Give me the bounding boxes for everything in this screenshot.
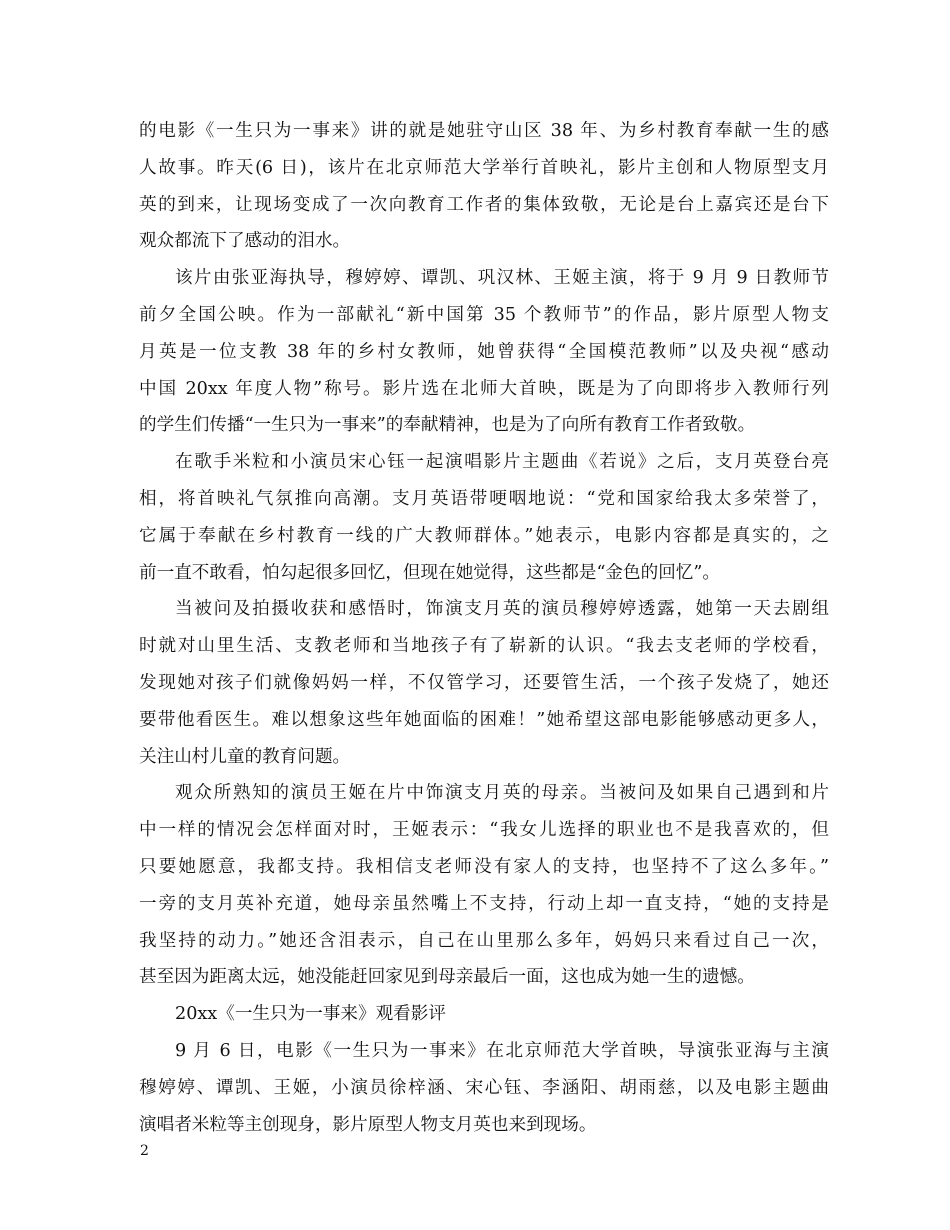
text-line: 甚至因为距离太远，她没能赶回家见到母亲最后一面，这也成为她一生的遗憾。 — [139, 967, 755, 988]
text-line: 该片由张亚海执导，穆婷婷、谭凯、巩汉林、王姬主演，将于 9 月 9 日教师节 — [175, 268, 829, 289]
text-line: 人故事。昨天(6 日)，该片在北京师范大学举行首映礼，影片主创和人物原型支月 — [139, 157, 829, 178]
text-line: 当被问及拍摄收获和感悟时，饰演支月英的演员穆婷婷透露，她第一天去剧组 — [175, 599, 829, 620]
text-line: 在歌手米粒和小演员宋心钰一起演唱影片主题曲《若说》之后，支月英登台亮 — [175, 452, 829, 473]
text-line: 演唱者米粒等主创现身，影片原型人物支月英也来到现场。 — [139, 1114, 597, 1135]
text-line: 一旁的支月英补充道，她母亲虽然嘴上不支持，行动上却一直支持，“她的支持是 — [139, 893, 829, 914]
text-line: 前夕全国公映。作为一部献礼“新中国第 35 个教师节”的作品，影片原型人物支 — [139, 304, 829, 325]
text-line: 我坚持的动力。”她还含泪表示，自己在山里那么多年，妈妈只来看过自己一次， — [139, 930, 829, 951]
text-line: 穆婷婷、谭凯、王姬，小演员徐梓涵、宋心钰、李涵阳、胡雨慈，以及电影主题曲 — [139, 1077, 829, 1098]
text-line: 英的到来，让现场变成了一次向教育工作者的集体致敬，无论是台上嘉宾还是台下 — [139, 194, 829, 215]
text-line: 的学生们传播“一生只为一事来”的奉献精神，也是为了向所有教育工作者致敬。 — [139, 415, 756, 436]
text-line: 20xx《一生只为一事来》观看影评 — [175, 1004, 446, 1025]
text-line: 观众都流下了感动的泪水。 — [139, 231, 351, 252]
text-line: 观众所熟知的演员王姬在片中饰演支月英的母亲。当被问及如果自己遇到和片 — [175, 783, 829, 804]
text-line: 中一样的情况会怎样面对时，王姬表示：“我女儿选择的职业也不是我喜欢的，但 — [139, 820, 829, 841]
text-line: 只要她愿意，我都支持。我相信支老师没有家人的支持，也坚持不了这么多年。” — [139, 856, 829, 877]
page-number: 2 — [140, 1143, 149, 1159]
text-line: 9 月 6 日，电影《一生只为一事来》在北京师范大学首映，导演张亚海与主演 — [175, 1040, 829, 1061]
body-text — [139, 113, 829, 1143]
text-line: 要带他看医生。难以想象这些年她面临的困难！”她希望这部电影能够感动更多人， — [139, 709, 829, 730]
text-line: 它属于奉献在乡村教育一线的广大教师群体。”她表示，电影内容都是真实的，之 — [139, 525, 829, 546]
text-line: 月英是一位支教 38 年的乡村女教师，她曾获得“全国模范教师”以及央视“感动 — [139, 341, 829, 362]
text-line: 关注山村儿童的教育问题。 — [139, 746, 351, 767]
text-line: 时就对山里生活、支教老师和当地孩子有了崭新的认识。“我去支老师的学校看， — [139, 636, 829, 657]
text-line: 的电影《一生只为一事来》讲的就是她驻守山区 38 年、为乡村教育奉献一生的感 — [139, 121, 829, 141]
text-line: 发现她对孩子们就像妈妈一样，不仅管学习，还要管生活，一个孩子发烧了，她还 — [139, 672, 829, 693]
text-line: 中国 20xx 年度人物”称号。影片选在北师大首映，既是为了向即将步入教师行列 — [139, 378, 829, 399]
text-line: 相，将首映礼气氛推向高潮。支月英语带哽咽地说：“党和国家给我太多荣誉了， — [139, 488, 829, 509]
text-line: 前一直不敢看，怕勾起很多回忆，但现在她觉得，这些都是“金色的回忆”。 — [139, 562, 720, 583]
